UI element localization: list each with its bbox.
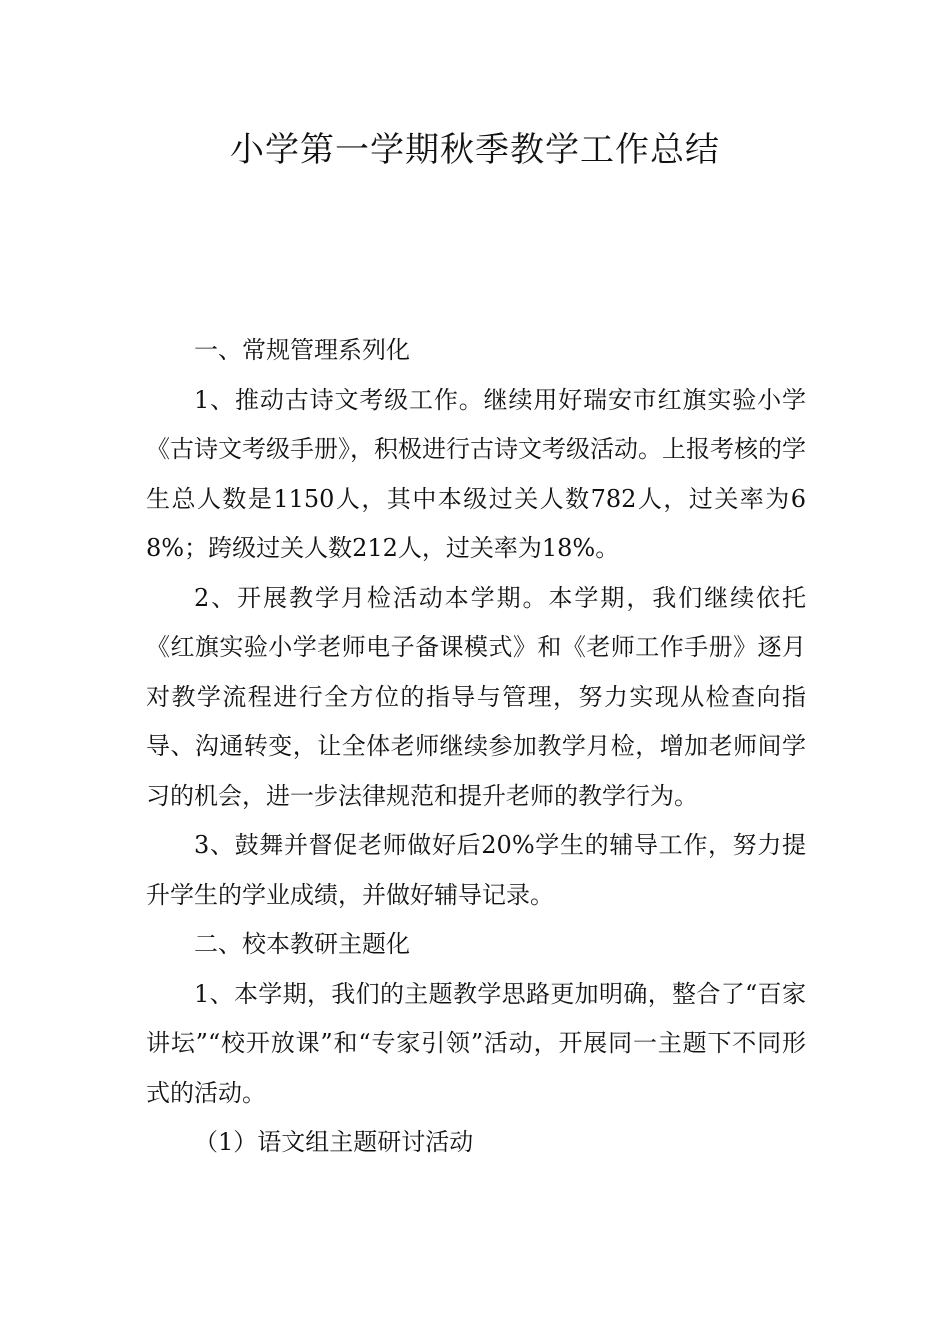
paragraph-2-1: 1、本学期，我们的主题教学思路更加明确，整合了“百家讲坛”“校开放课”和“专家引领”活动，开展同一主题下不同形式的活动。 [146,979,806,1107]
document-title: 小学第一学期秋季教学工作总结 [230,130,720,170]
paragraph-1-2: 2、开展教学月检活动本学期。本学期，我们继续依托《红旗实验小学老师电子备课模式》和《老师工作手册》逐月对教学流程进行全方位的指导与管理，努力实现从检查向指导、沟通转变，让全体老师继续参加教学月检，增加老师间学习的机会，进一步法律规范和提升老师的教学行为。 [146,583,806,810]
paragraph-1-3: 3、鼓舞并督促老师做好后20%学生的辅导工作，努力提升学生的学业成绩，并做好辅导记录。 [146,831,806,909]
section-heading-2: 二、校本教研主题化 [194,930,410,958]
document-body [146,326,806,1168]
subheading-2-1-1: （1）语文组主题研讨活动 [194,1128,474,1156]
section-heading-1: 一、常规管理系列化 [194,336,410,364]
paragraph-1-1: 1、推动古诗文考级工作。继续用好瑞安市红旗实验小学《古诗文考级手册》，积极进行古诗文考级活动。上报考核的学生总人数是1150人，其中本级过关人数782人，过关率为68%；跨级过关人数212人，过关率为18%。 [146,385,806,562]
